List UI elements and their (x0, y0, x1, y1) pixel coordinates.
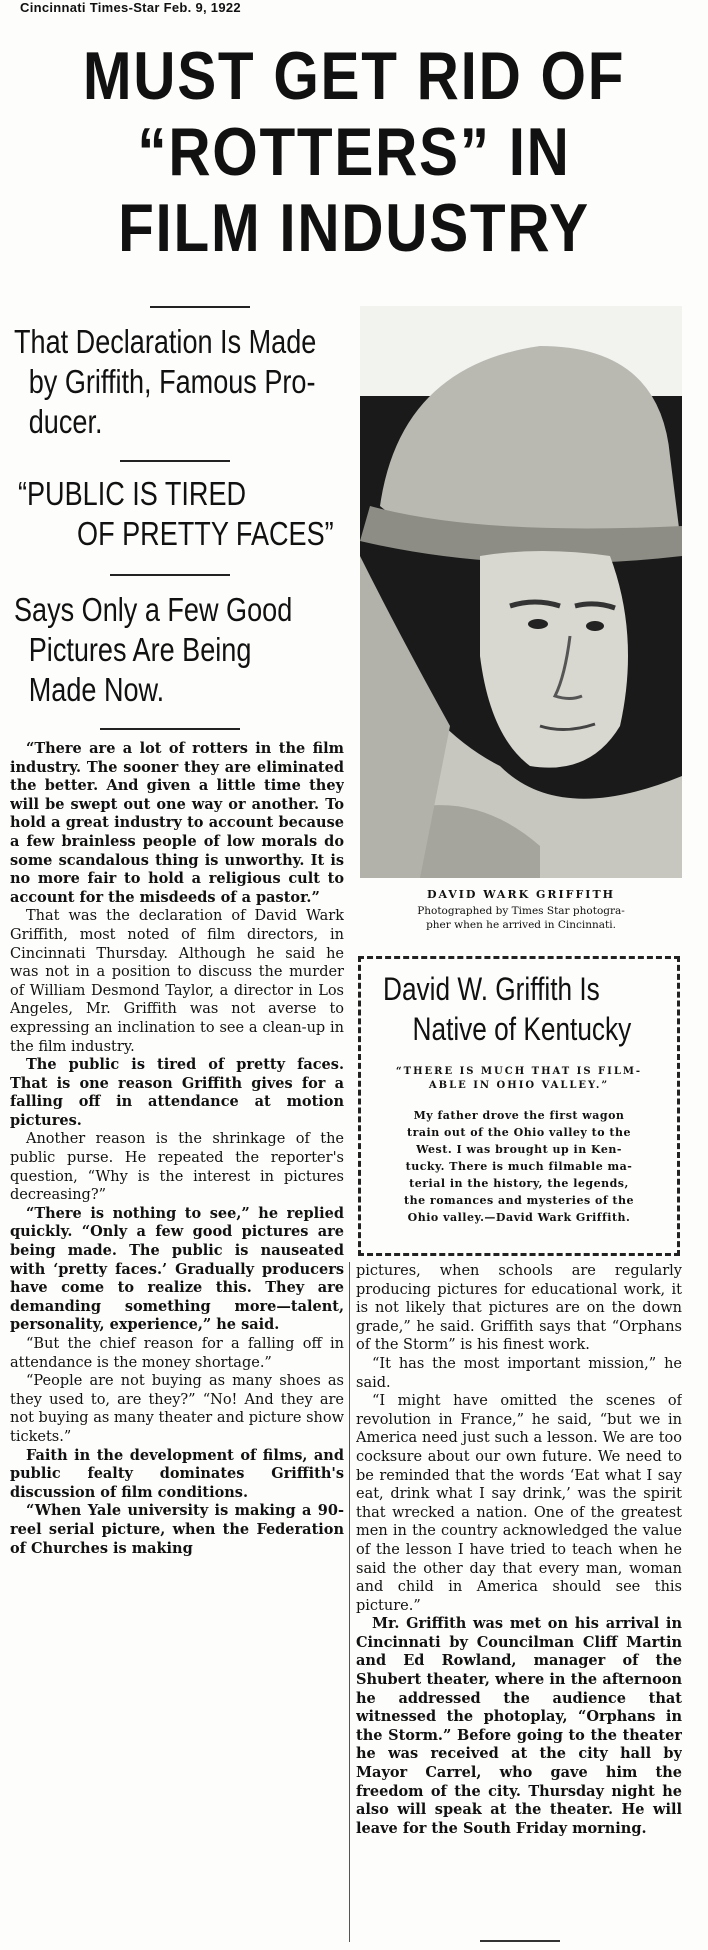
box-body-line: Ohio valley.—David Wark Griffith. (407, 1211, 631, 1224)
headline (50, 38, 659, 266)
deck-line: Says Only a Few Good (14, 591, 293, 628)
photo-caption-name: DAVID WARK GRIFFITH (426, 888, 616, 901)
deck-line: “PUBLIC IS TIRED (18, 475, 247, 512)
paragraph: Faith in the development of films, and public fealty dominates Griffith's discussion of film conditions. (10, 1446, 344, 1501)
paragraph: Another reason is the shrinkage of the public purse. He repeated the reporter's question, “Why is the interest in pictures decreasing?” (10, 1131, 344, 1204)
paragraph: pictures, when schools are regularly producing pictures for educational work, it is not likely that pictures are on the down grade,” he said. Griffith says that “Orphans of the Storm” is his finest work. (356, 1263, 682, 1354)
deck-few-good (14, 590, 292, 710)
article-column-right (356, 1262, 682, 1934)
box-kicker (361, 1065, 677, 1093)
paragraph: “When Yale university is making a 90-reel serial picture, when the Federation of Churches is making (10, 1502, 344, 1557)
article-column-left (10, 740, 344, 1925)
portrait-photo (360, 306, 682, 878)
deck-declaration (14, 322, 316, 442)
divider (100, 728, 240, 730)
box-body-line: West. I was brought up in Ken- (416, 1143, 622, 1156)
box-title-line: David W. Griffith Is (383, 971, 600, 1007)
credit-line: pher when he arrived in Cincinnati. (426, 919, 616, 931)
deck-line: That Declaration Is Made (14, 323, 317, 360)
box-body (361, 1107, 677, 1226)
box-title-line: Native of Kentucky (412, 1011, 632, 1047)
column-rule (349, 1262, 350, 1942)
deck-public-tired (18, 474, 334, 554)
deck-line: ducer. (28, 403, 103, 440)
paragraph: The public is tired of pretty faces. That is one reason Griffith gives for a falling off in attendance at motion pictures. (10, 1056, 344, 1129)
box-body-line: the romances and mysteries of the (404, 1194, 634, 1207)
paragraph: “There are a lot of rotters in the film industry. The sooner they are eliminated the better. And given a little time they will be swept out one way or another. To hold a great industry to account because a few brainless people of low morals do some scandalous thing is unworthy. It is no more fair to hold a religious cult to account for the misdeeds of a pastor.” (10, 740, 344, 906)
box-body-line: train out of the Ohio valley to the (407, 1126, 631, 1139)
deck-line: Made Now. (28, 671, 165, 708)
box-body-line: terial in the history, the legends, (409, 1177, 629, 1190)
sidebar-box (358, 956, 680, 1256)
box-body-line: tucky. There is much filmable ma- (405, 1160, 633, 1173)
photo-caption-credit (360, 904, 682, 932)
divider (110, 574, 230, 576)
headline-line-2: “ROTTERS” IN (137, 114, 571, 190)
box-body-line: My father drove the first wagon (413, 1109, 625, 1122)
divider (120, 460, 230, 462)
paragraph: “People are not buying as many shoes as they used to, are they?” “No! And they are not buying as many theater and picture show tickets.” (10, 1373, 344, 1445)
deck-line: OF PRETTY FACES” (77, 515, 334, 552)
paragraph: Mr. Griffith was met on his arrival in Cincinnati by Councilman Cliff Martin and Ed Rowland, manager of the Shubert theater, where in the afternoon he addressed the audience that witnessed the photoplay, “Orphans in the Storm.” Before going to the theater he was received at the city hall by Mayor Carrel, who gave him the freedom of the city. Thursday night he also will speak at the theater. He will leave for the South Friday morning. (356, 1615, 682, 1837)
credit-line: Photographed by Times Star photogra- (417, 905, 625, 917)
box-kicker-line: ABLE IN OHIO VALLEY.” (428, 1080, 610, 1091)
divider (150, 306, 250, 308)
deck-line: by Griffith, Famous Pro- (28, 363, 316, 400)
end-rule (480, 1940, 560, 1942)
paragraph: “But the chief reason for a falling off in attendance is the money shortage.” (10, 1336, 344, 1371)
box-kicker-line: “THERE IS MUCH THAT IS FILM- (395, 1066, 643, 1077)
headline-line-3: FILM INDUSTRY (118, 190, 590, 266)
paragraph: That was the declaration of David Wark Griffith, most noted of film directors, in Cincinnati Thursday. Although he said he was not in a position to discuss the murder of William Desmond Taylor, a director in Los Angeles, Mr. Griffith was not averse to expressing an inclination to see a clean-up in the film industry. (10, 908, 344, 1055)
paragraph: “There is nothing to see,” he replied quickly. “Only a few good pictures are being made. The public is nauseated with ‘pretty faces.’ Gradually producers have come to realize this. They are demanding something more—talent, personality, experience,” he said. (10, 1204, 344, 1334)
box-title (383, 969, 632, 1049)
portrait-illustration (360, 306, 682, 878)
deck-line: Pictures Are Being (28, 631, 252, 668)
source-line: Cincinnati Times-Star Feb. 9, 1922 (20, 0, 241, 15)
paragraph: “It has the most important mission,” he said. (356, 1355, 682, 1391)
paragraph: “I might have omitted the scenes of revolution in France,” he said, “but we in America need just such a lesson. We are too cocksure about our own future. We need to be reminded that the words ‘Eat what I say eat, drink what I say drink,’ was the spirit that wrecked a nation. One of the greatest men in the country acknowledged the value of the lesson I have tried to teach when he said the other day that every man, woman and child in America should see this picture.” (356, 1393, 682, 1614)
headline-line-1: MUST GET RID OF (82, 38, 626, 114)
